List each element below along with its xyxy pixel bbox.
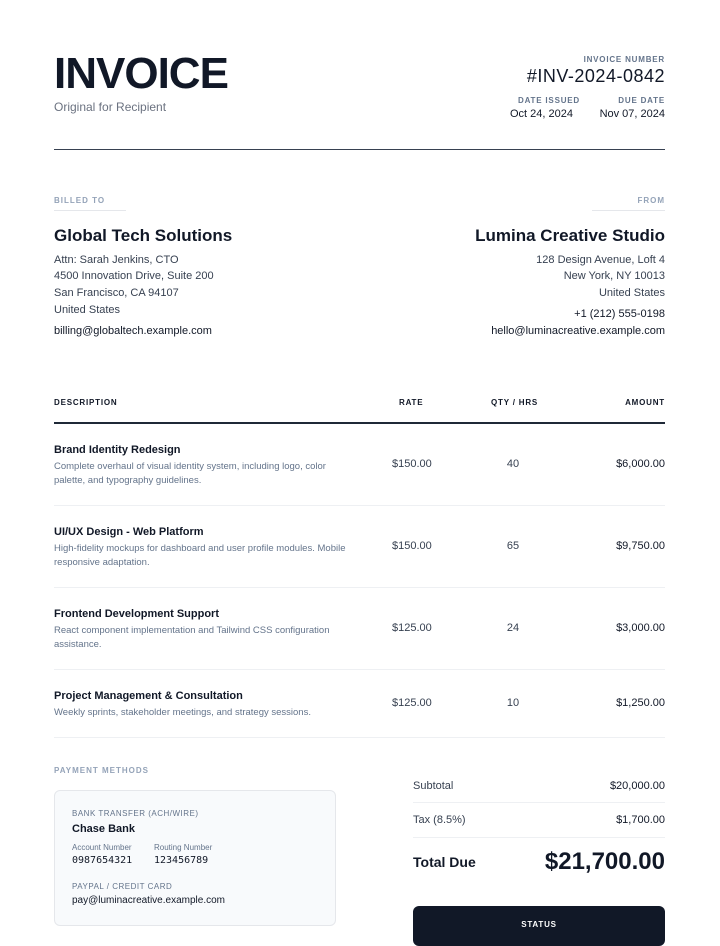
- line-item-qty: 24: [506, 622, 520, 634]
- line-item-rate: $125.00: [392, 622, 432, 634]
- line-item-amount: $3,000.00: [616, 622, 665, 634]
- tax-value: $1,700.00: [616, 814, 665, 826]
- paypal-label: PAYPAL / CREDIT CARD: [72, 882, 173, 891]
- line-item-amount: $1,250.00: [616, 697, 665, 709]
- line-item-qty: 40: [506, 458, 520, 470]
- due-date-label: DUE DATE: [618, 96, 665, 105]
- billed-to-label: BILLED TO: [54, 196, 106, 205]
- invoice-title: INVOICE: [54, 49, 228, 98]
- billed-to-name: Global Tech Solutions: [54, 226, 233, 245]
- invoice-number-label: INVOICE NUMBER: [583, 55, 665, 64]
- from-city: New York, NY 10013: [563, 270, 665, 282]
- column-header-qty: QTY / HRS: [491, 398, 539, 407]
- from-email[interactable]: hello@luminacreative.example.com: [491, 325, 665, 337]
- column-header-amount: AMOUNT: [625, 398, 665, 407]
- billed-to-attn: Attn: Sarah Jenkins, CTO: [54, 254, 179, 266]
- billed-to-country: United States: [54, 304, 121, 316]
- line-item-description: Weekly sprints, stakeholder meetings, and strategy sessions.: [54, 707, 311, 718]
- column-header-rate: RATE: [399, 398, 424, 407]
- totals-divider: [413, 837, 665, 838]
- billed-to-email[interactable]: billing@globaltech.example.com: [54, 325, 212, 337]
- routing-number-label: Routing Number: [154, 843, 213, 852]
- table-header-divider: [54, 422, 665, 424]
- bank-name: Chase Bank: [72, 823, 135, 835]
- from-street: 128 Design Avenue, Loft 4: [536, 254, 665, 266]
- subtotal-value: $20,000.00: [609, 780, 665, 792]
- billed-to-city: San Francisco, CA 94107: [54, 287, 179, 299]
- total-due-value: $21,700.00: [544, 848, 665, 875]
- row-divider: [54, 505, 665, 506]
- column-header-description: DESCRIPTION: [54, 398, 118, 407]
- date-issued-label: DATE ISSUED: [518, 96, 580, 105]
- status-label: STATUS: [521, 920, 557, 929]
- line-item-description: Complete overhaul of visual identity system, including logo, color palette, and typography guidelines.: [54, 461, 326, 486]
- line-item-rate: $125.00: [392, 697, 432, 709]
- payment-methods-label: PAYMENT METHODS: [54, 766, 150, 775]
- row-divider: [54, 587, 665, 588]
- from-country: United States: [598, 287, 665, 299]
- from-label: FROM: [637, 196, 665, 205]
- subtotal-label: Subtotal: [413, 780, 454, 792]
- account-number: 0987654321: [72, 855, 133, 866]
- line-item-title: UI/UX Design - Web Platform: [54, 526, 204, 538]
- billed-to-underline: [54, 210, 126, 211]
- routing-number: 123456789: [154, 855, 209, 866]
- paypal-email[interactable]: pay@luminacreative.example.com: [72, 895, 225, 906]
- from-underline: [592, 210, 665, 211]
- tax-label: Tax (8.5%): [413, 814, 466, 826]
- bank-transfer-label: BANK TRANSFER (ACH/WIRE): [72, 809, 199, 818]
- date-issued: Oct 24, 2024: [510, 108, 573, 120]
- line-item-amount: $9,750.00: [616, 540, 665, 552]
- invoice-subtitle: Original for Recipient: [54, 100, 167, 114]
- invoice-number: #INV-2024-0842: [526, 66, 665, 86]
- due-date: Nov 07, 2024: [599, 108, 665, 120]
- line-item-amount: $6,000.00: [616, 458, 665, 470]
- line-item-qty: 10: [506, 697, 520, 709]
- from-name: Lumina Creative Studio: [475, 226, 665, 245]
- totals-divider: [413, 802, 665, 803]
- row-divider: [54, 669, 665, 670]
- billed-to-street: 4500 Innovation Drive, Suite 200: [54, 270, 214, 282]
- line-item-rate: $150.00: [392, 458, 432, 470]
- line-item-description: High-fidelity mockups for dashboard and user profile modules. Mobile responsive adaptation.: [54, 543, 346, 568]
- total-due-label: Total Due: [413, 854, 476, 870]
- account-number-label: Account Number: [72, 843, 132, 852]
- line-item-title: Project Management & Consultation: [54, 690, 243, 702]
- line-item-description: React component implementation and Tailwind CSS configuration assistance.: [54, 625, 330, 650]
- from-phone[interactable]: +1 (212) 555-0198: [574, 308, 665, 320]
- line-item-title: Frontend Development Support: [54, 608, 219, 620]
- line-item-qty: 65: [506, 540, 520, 552]
- row-divider: [54, 737, 665, 738]
- header-divider: [54, 149, 665, 150]
- line-item-rate: $150.00: [392, 540, 432, 552]
- line-item-title: Brand Identity Redesign: [54, 444, 181, 456]
